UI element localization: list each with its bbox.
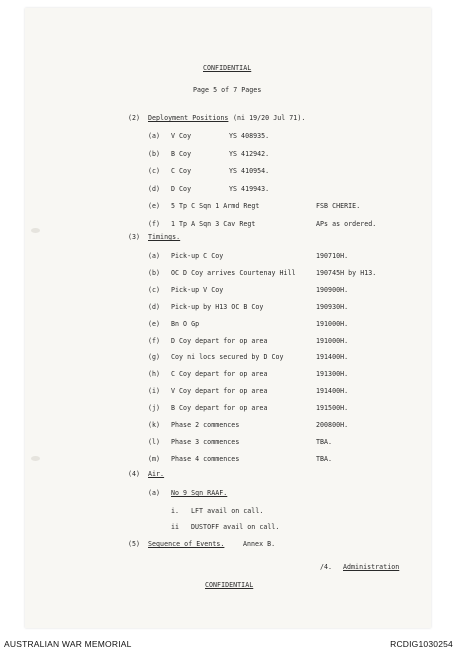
timing-time: 190900H. xyxy=(316,285,349,294)
list-label: (e) xyxy=(148,319,161,328)
timing-event: B Coy depart for op area xyxy=(171,404,268,413)
list-text: No 9 Sqn RAAF. xyxy=(171,489,228,497)
list-label: (d) xyxy=(148,184,161,193)
section-title: Deployment Positions xyxy=(148,114,229,122)
unit-location: FSB CHERIE. xyxy=(316,202,361,211)
unit-name: C Coy xyxy=(171,167,192,176)
archive-name: AUSTRALIAN WAR MEMORIAL xyxy=(4,639,132,649)
timing-time: 191300H. xyxy=(316,370,349,379)
timing-event: Pick-up C Coy xyxy=(171,252,224,260)
section-number: (4) xyxy=(128,470,141,478)
list-label: (i) xyxy=(148,387,161,396)
list-label: (a) xyxy=(148,252,161,260)
list-label: ii xyxy=(171,523,180,531)
timing-event: Pick-up V Coy xyxy=(171,285,224,294)
header-classification: CONFIDENTIAL xyxy=(203,64,252,72)
timing-event: C Coy depart for op area xyxy=(171,370,268,379)
timing-time: 191500H. xyxy=(316,404,349,413)
timing-time: 191000H. xyxy=(316,336,349,345)
unit-name: 1 Tp A Sqn 3 Cav Regt xyxy=(171,220,256,228)
continuation-text: Administration xyxy=(343,563,400,571)
unit-location: YS 408935. xyxy=(229,132,270,140)
timing-time: TBA. xyxy=(316,437,333,446)
unit-location: YS 419943. xyxy=(229,184,270,193)
timing-event: Pick-up by H13 OC B Coy xyxy=(171,302,264,311)
list-label: (k) xyxy=(148,421,161,429)
timing-time: 191000H. xyxy=(316,319,349,328)
list-text: DUSTOFF avail on call. xyxy=(191,523,280,531)
unit-location: YS 410954. xyxy=(229,167,270,176)
timing-event: D Coy depart for op area xyxy=(171,336,268,345)
timing-event: Bn O Gp xyxy=(171,319,200,328)
list-label: (c) xyxy=(148,285,161,294)
section-title: Sequence of Events. xyxy=(148,540,225,548)
section-number: (2) xyxy=(128,114,141,122)
list-label: (b) xyxy=(148,149,161,158)
list-label: (a) xyxy=(148,132,161,140)
timing-event: Coy ni locs secured by D Coy xyxy=(171,353,284,362)
unit-name: B Coy xyxy=(171,149,192,158)
archive-footer xyxy=(0,634,457,654)
timing-event: Phase 2 commences xyxy=(171,421,240,429)
section-title: Timings. xyxy=(148,233,181,241)
footer-classification: CONFIDENTIAL xyxy=(205,581,254,589)
timing-time: 191400H. xyxy=(316,387,349,396)
punch-hole xyxy=(31,456,40,461)
section-number: (3) xyxy=(128,233,141,241)
list-label: (c) xyxy=(148,167,161,176)
unit-location: APs as ordered. xyxy=(316,220,377,228)
list-label: (e) xyxy=(148,202,161,211)
timing-event: V Coy depart for op area xyxy=(171,387,268,396)
list-text: LFT avail on call. xyxy=(191,507,264,515)
list-label: (m) xyxy=(148,454,161,463)
timing-event: OC D Coy arrives Courtenay Hill xyxy=(171,268,296,277)
list-label: (d) xyxy=(148,302,161,311)
list-label: (h) xyxy=(148,370,161,379)
timing-time: 190745H by H13. xyxy=(316,268,377,277)
timing-time: 200800H. xyxy=(316,421,349,429)
list-label: (l) xyxy=(148,437,161,446)
section-title-tail: (ni 19/20 Jul 71). xyxy=(233,114,306,122)
section-tail: Annex B. xyxy=(243,540,276,548)
list-label: (a) xyxy=(148,489,161,497)
list-label: (j) xyxy=(148,404,161,413)
unit-location: YS 412942. xyxy=(229,149,270,158)
timing-event: Phase 3 commences xyxy=(171,437,240,446)
unit-name: D Coy xyxy=(171,184,192,193)
timing-time: 190930H. xyxy=(316,302,349,311)
list-label: (b) xyxy=(148,268,161,277)
list-label: (g) xyxy=(148,353,161,362)
punch-hole xyxy=(31,228,40,233)
list-label: (f) xyxy=(148,336,161,345)
unit-name: V Coy xyxy=(171,132,192,140)
timing-time: 191400H. xyxy=(316,353,349,362)
timing-time: TBA. xyxy=(316,454,333,463)
archive-id: RCDIG1030254 xyxy=(390,639,453,649)
section-title: Air. xyxy=(148,470,165,478)
continuation-prefix: /4. xyxy=(320,563,333,571)
timing-time: 190710H. xyxy=(316,252,349,260)
unit-name: 5 Tp C Sqn 1 Armd Regt xyxy=(171,202,260,211)
timing-event: Phase 4 commences xyxy=(171,454,240,463)
list-label: i. xyxy=(171,507,180,515)
list-label: (f) xyxy=(148,220,161,228)
section-number: (5) xyxy=(128,540,141,548)
document-page xyxy=(25,8,431,628)
page-number: Page 5 of 7 Pages xyxy=(193,86,262,94)
